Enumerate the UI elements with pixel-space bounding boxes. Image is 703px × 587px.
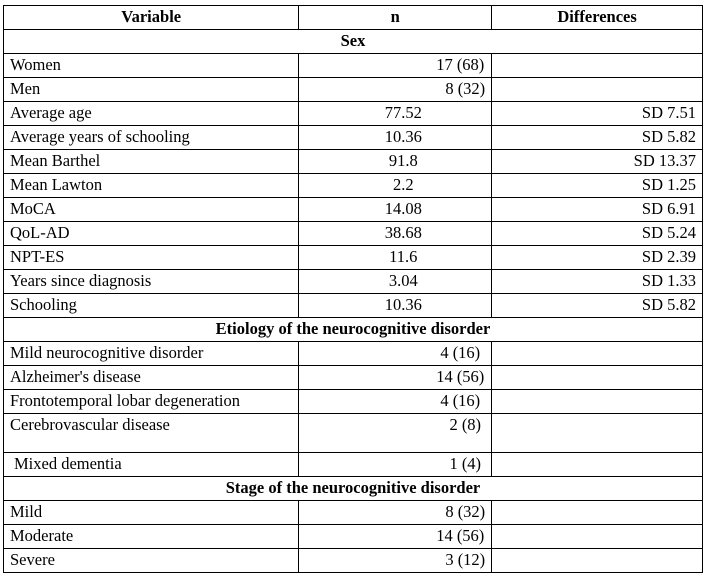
n-cell: 8 (32) xyxy=(299,501,492,525)
diff-cell xyxy=(492,78,703,102)
variable-cell: Mean Barthel xyxy=(4,150,299,174)
n-cell: 11.6 xyxy=(299,246,492,270)
diff-cell xyxy=(492,525,703,549)
diff-cell: SD 2.39 xyxy=(492,246,703,270)
diff-cell xyxy=(492,390,703,414)
n-cell: 2.2 xyxy=(299,174,492,198)
table-row xyxy=(4,102,703,126)
header-n: n xyxy=(299,6,492,30)
variable-cell: Average age xyxy=(4,102,299,126)
table-row xyxy=(4,222,703,246)
section-title-sex: Sex xyxy=(4,30,703,54)
diff-cell xyxy=(492,501,703,525)
variable-cell: NPT-ES xyxy=(4,246,299,270)
table-row xyxy=(4,78,703,102)
table-row xyxy=(4,126,703,150)
section-title-etiology: Etiology of the neurocognitive disorder xyxy=(4,318,703,342)
n-cell: 3 (12) xyxy=(299,549,492,573)
variable-cell: QoL-AD xyxy=(4,222,299,246)
n-cell: 14.08 xyxy=(299,198,492,222)
diff-cell xyxy=(492,414,703,453)
n-cell: 1 (4) xyxy=(299,453,492,477)
table-row xyxy=(4,549,703,573)
demographics-table xyxy=(3,5,703,573)
section-title-stage: Stage of the neurocognitive disorder xyxy=(4,477,703,501)
n-cell: 8 (32) xyxy=(299,78,492,102)
diff-cell: SD 7.51 xyxy=(492,102,703,126)
n-cell: 2 (8) xyxy=(299,414,492,453)
table-row xyxy=(4,453,703,477)
section-row xyxy=(4,477,703,501)
variable-cell: Mixed dementia xyxy=(4,453,299,477)
n-cell: 17 (68) xyxy=(299,54,492,78)
variable-cell: Women xyxy=(4,54,299,78)
variable-cell: MoCA xyxy=(4,198,299,222)
n-cell: 14 (56) xyxy=(299,366,492,390)
table-row xyxy=(4,294,703,318)
table-row xyxy=(4,246,703,270)
table-row xyxy=(4,366,703,390)
variable-cell: Alzheimer's disease xyxy=(4,366,299,390)
variable-cell: Moderate xyxy=(4,525,299,549)
diff-cell xyxy=(492,54,703,78)
variable-cell: Cerebrovascular disease xyxy=(4,414,299,453)
n-cell: 4 (16) xyxy=(299,390,492,414)
diff-cell: SD 5.82 xyxy=(492,294,703,318)
diff-cell xyxy=(492,549,703,573)
table-row xyxy=(4,414,703,453)
n-cell: 91.8 xyxy=(299,150,492,174)
diff-cell: SD 6.91 xyxy=(492,198,703,222)
diff-cell: SD 1.33 xyxy=(492,270,703,294)
n-cell: 10.36 xyxy=(299,294,492,318)
variable-cell: Years since diagnosis xyxy=(4,270,299,294)
diff-cell xyxy=(492,453,703,477)
diff-cell: SD 5.24 xyxy=(492,222,703,246)
table-row xyxy=(4,54,703,78)
n-cell: 3.04 xyxy=(299,270,492,294)
variable-cell: Mild neurocognitive disorder xyxy=(4,342,299,366)
n-cell: 10.36 xyxy=(299,126,492,150)
variable-cell: Average years of schooling xyxy=(4,126,299,150)
variable-cell: Severe xyxy=(4,549,299,573)
diff-cell xyxy=(492,366,703,390)
header-differences: Differences xyxy=(492,6,703,30)
table-row xyxy=(4,198,703,222)
n-cell: 38.68 xyxy=(299,222,492,246)
variable-cell: Frontotemporal lobar degeneration xyxy=(4,390,299,414)
header-variable: Variable xyxy=(4,6,299,30)
table-row xyxy=(4,174,703,198)
table-row xyxy=(4,342,703,366)
variable-cell: Mean Lawton xyxy=(4,174,299,198)
variable-cell: Schooling xyxy=(4,294,299,318)
n-cell: 4 (16) xyxy=(299,342,492,366)
table-row xyxy=(4,525,703,549)
table-row xyxy=(4,501,703,525)
diff-cell: SD 1.25 xyxy=(492,174,703,198)
variable-cell: Men xyxy=(4,78,299,102)
table-row xyxy=(4,390,703,414)
diff-cell: SD 13.37 xyxy=(492,150,703,174)
n-cell: 77.52 xyxy=(299,102,492,126)
diff-cell: SD 5.82 xyxy=(492,126,703,150)
header-row xyxy=(4,6,703,30)
section-row xyxy=(4,318,703,342)
section-row xyxy=(4,30,703,54)
variable-cell: Mild xyxy=(4,501,299,525)
table-row xyxy=(4,150,703,174)
n-cell: 14 (56) xyxy=(299,525,492,549)
table-row xyxy=(4,270,703,294)
diff-cell xyxy=(492,342,703,366)
